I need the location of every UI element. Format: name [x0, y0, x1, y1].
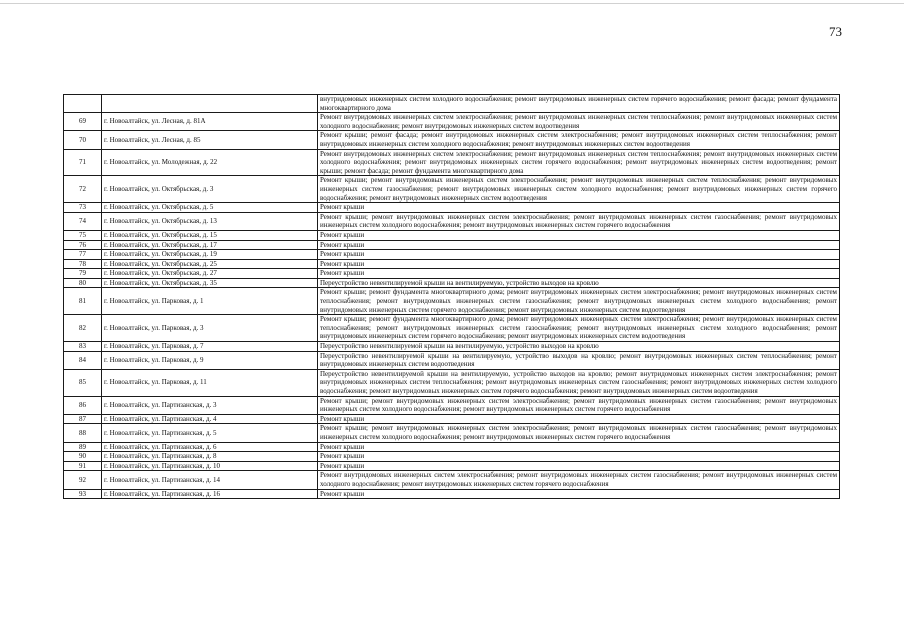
works-cell: Ремонт внутридомовых инженерных систем электроснабжения; ремонт внутридомовых инженерных систем газоснабжения; ремонт внутридомовых инженерных систем холодного водоснабжения; ремонт внутридомовых инженерных систем горячего водоснабжения	[318, 471, 840, 489]
row-number-cell: 75	[64, 230, 102, 240]
works-table-body	[64, 95, 840, 499]
row-number-cell: 92	[64, 471, 102, 489]
scan-top-edge	[0, 3, 904, 4]
address-cell: г. Новоалтайск, ул. Октябрьская, д. 3	[102, 176, 318, 203]
table-row	[64, 269, 840, 279]
table-row	[64, 176, 840, 203]
works-cell: Ремонт крыши; ремонт фасада; ремонт внутридомовых инженерных систем электроснабжения; ремонт внутридомовых инженерных систем теплоснабжения; ремонт внутридомовых инженерных систем холодного водоснабжения; ремонт внутридомовых инженерных систем водоотведения	[318, 131, 840, 149]
table-row	[64, 442, 840, 452]
works-cell: Ремонт крыши	[318, 259, 840, 269]
table-row	[64, 342, 840, 352]
works-cell: Ремонт крыши; ремонт фундамента многоквартирного дома; ремонт внутридомовых инженерных систем электроснабжения; ремонт внутридомовых инженерных систем теплоснабжения; ремонт внутридомовых инженерных систем газоснабжения; ремонт внутридомовых инженерных систем холодного водоснабжения; ремонт внутридомовых инженерных систем горячего водоснабжения; ремонт внутридомовых инженерных систем водоотведения	[318, 315, 840, 342]
address-cell: г. Новоалтайск, ул. Октябрьская, д. 25	[102, 259, 318, 269]
page-number: 73	[829, 24, 842, 39]
works-cell: Ремонт крыши	[318, 461, 840, 471]
row-number-cell: 89	[64, 442, 102, 452]
table-row	[64, 424, 840, 442]
row-number-cell: 88	[64, 424, 102, 442]
table-row	[64, 250, 840, 260]
row-number-cell: 87	[64, 414, 102, 424]
address-cell: г. Новоалтайск, ул. Лесная, д. 85	[102, 131, 318, 149]
address-cell: г. Новоалтайск, ул. Партизанская, д. 16	[102, 489, 318, 499]
address-cell: г. Новоалтайск, ул. Партизанская, д. 10	[102, 461, 318, 471]
table-row	[64, 230, 840, 240]
address-cell: г. Новоалтайск, ул. Партизанская, д. 3	[102, 396, 318, 414]
row-number-cell: 69	[64, 113, 102, 131]
address-cell: г. Новоалтайск, ул. Парковая, д. 7	[102, 342, 318, 352]
row-number-cell: 74	[64, 212, 102, 230]
table-row	[64, 315, 840, 342]
works-cell: внутридомовых инженерных систем холодного водоснабжения; ремонт внутридомовых инженерных систем горячего водоснабжения; ремонт фасада; ремонт фундамента многоквартирного дома	[318, 95, 840, 113]
works-cell: Ремонт внутридомовых инженерных систем электроснабжения; ремонт внутридомовых инженерных систем теплоснабжения; ремонт внутридомовых инженерных систем холодного водоснабжения; ремонт внутридомовых инженерных систем горячего водоснабжения; ремонт внутридомовых инженерных систем водоотведения; ремонт крыши; ремонт фасада; ремонт фундамента многоквартирного дома	[318, 149, 840, 176]
row-number-cell: 70	[64, 131, 102, 149]
row-number-cell: 73	[64, 203, 102, 213]
works-cell: Ремонт крыши	[318, 250, 840, 260]
table-row	[64, 351, 840, 369]
row-number-cell: 72	[64, 176, 102, 203]
works-cell: Ремонт крыши; ремонт фундамента многоквартирного дома; ремонт внутридомовых инженерных систем электроснабжения; ремонт внутридомовых инженерных систем теплоснабжения; ремонт внутридомовых инженерных систем газоснабжения; ремонт внутридомовых инженерных систем холодного водоснабжения; ремонт внутридомовых инженерных систем горячего водоснабжения; ремонт внутридомовых инженерных систем водоотведения	[318, 288, 840, 315]
works-table	[63, 94, 840, 499]
row-number-cell: 71	[64, 149, 102, 176]
table-row	[64, 489, 840, 499]
row-number-cell: 93	[64, 489, 102, 499]
address-cell	[102, 95, 318, 113]
works-cell: Ремонт крыши	[318, 269, 840, 279]
row-number-cell: 78	[64, 259, 102, 269]
address-cell: г. Новоалтайск, ул. Октябрьская, д. 5	[102, 203, 318, 213]
address-cell: г. Новоалтайск, ул. Октябрьская, д. 13	[102, 212, 318, 230]
address-cell: г. Новоалтайск, ул. Октябрьская, д. 15	[102, 230, 318, 240]
table-row	[64, 259, 840, 269]
works-cell: Ремонт крыши; ремонт внутридомовых инженерных систем электроснабжения; ремонт внутридомовых инженерных систем газоснабжения; ремонт внутридомовых инженерных систем холодного водоснабжения; ремонт внутридомовых инженерных систем горячего водоснабжения	[318, 424, 840, 442]
table-row	[64, 149, 840, 176]
row-number-cell: 86	[64, 396, 102, 414]
works-cell: Ремонт крыши	[318, 230, 840, 240]
row-number-cell: 76	[64, 240, 102, 250]
address-cell: г. Новоалтайск, ул. Октябрьская, д. 17	[102, 240, 318, 250]
works-cell: Переустройство невентилируемой крыши на вентилируемую, устройство выходов на кровлю	[318, 342, 840, 352]
works-cell: Ремонт крыши; ремонт внутридомовых инженерных систем электроснабжения; ремонт внутридомовых инженерных систем газоснабжения; ремонт внутридомовых инженерных систем холодного водоснабжения; ремонт внутридомовых инженерных систем горячего водоснабжения	[318, 212, 840, 230]
table-row	[64, 288, 840, 315]
row-number-cell: 81	[64, 288, 102, 315]
table-row	[64, 396, 840, 414]
table-row	[64, 278, 840, 288]
address-cell: г. Новоалтайск, ул. Молодежная, д. 22	[102, 149, 318, 176]
address-cell: г. Новоалтайск, ул. Партизанская, д. 8	[102, 452, 318, 462]
works-cell: Переустройство невентилируемой крыши на вентилируемую, устройство выходов на кровлю; ремонт внутридомовых инженерных систем электроснабжения; ремонт внутридомовых инженерных систем теплоснабжения; ремонт внутридомовых инженерных систем газоснабжения; ремонт внутридомовых инженерных систем холодного водоснабжения; ремонт внутридомовых инженерных систем горячего водоснабжения; ремонт внутридомовых инженерных систем водоотведения	[318, 369, 840, 396]
row-number-cell: 85	[64, 369, 102, 396]
works-cell: Ремонт крыши	[318, 452, 840, 462]
works-cell: Ремонт крыши	[318, 489, 840, 499]
works-cell: Ремонт крыши	[318, 240, 840, 250]
row-number-cell: 77	[64, 250, 102, 260]
works-cell: Ремонт крыши	[318, 203, 840, 213]
works-cell: Ремонт крыши	[318, 442, 840, 452]
table-row	[64, 203, 840, 213]
works-cell: Переустройство невентилируемой крыши на вентилируемую, устройство выходов на кровлю; ремонт внутридомовых инженерных систем теплоснабжения; ремонт внутридомовых инженерных систем водоотведения	[318, 351, 840, 369]
address-cell: г. Новоалтайск, ул. Парковая, д. 9	[102, 351, 318, 369]
table-row	[64, 113, 840, 131]
works-cell: Переустройство невентилируемой крыши на вентилируемую, устройство выходов на кровлю	[318, 278, 840, 288]
address-cell: г. Новоалтайск, ул. Октябрьская, д. 19	[102, 250, 318, 260]
address-cell: г. Новоалтайск, ул. Партизанская, д. 4	[102, 414, 318, 424]
address-cell: г. Новоалтайск, ул. Партизанская, д. 6	[102, 442, 318, 452]
table-row	[64, 131, 840, 149]
table-row	[64, 212, 840, 230]
address-cell: г. Новоалтайск, ул. Лесная, д. 81А	[102, 113, 318, 131]
works-cell: Ремонт внутридомовых инженерных систем электроснабжения; ремонт внутридомовых инженерных систем теплоснабжения; ремонт внутридомовых инженерных систем холодного водоснабжения; ремонт внутридомовых инженерных систем водоотведения	[318, 113, 840, 131]
row-number-cell: 82	[64, 315, 102, 342]
table-row	[64, 414, 840, 424]
address-cell: г. Новоалтайск, ул. Парковая, д. 11	[102, 369, 318, 396]
address-cell: г. Новоалтайск, ул. Партизанская, д. 14	[102, 471, 318, 489]
works-cell: Ремонт крыши; ремонт внутридомовых инженерных систем электроснабжения; ремонт внутридомовых инженерных систем теплоснабжения; ремонт внутридомовых инженерных систем газоснабжения; ремонт внутридомовых инженерных систем холодного водоснабжения; ремонт внутридомовых инженерных систем горячего водоснабжения; ремонт внутридомовых инженерных систем водоотведения	[318, 176, 840, 203]
address-cell: г. Новоалтайск, ул. Партизанская, д. 5	[102, 424, 318, 442]
works-cell: Ремонт крыши; ремонт внутридомовых инженерных систем электроснабжения; ремонт внутридомовых инженерных систем газоснабжения; ремонт внутридомовых инженерных систем холодного водоснабжения; ремонт внутридомовых инженерных систем горячего водоснабжения	[318, 396, 840, 414]
row-number-cell: 91	[64, 461, 102, 471]
address-cell: г. Новоалтайск, ул. Октябрьская, д. 35	[102, 278, 318, 288]
row-number-cell: 84	[64, 351, 102, 369]
row-number-cell: 80	[64, 278, 102, 288]
row-number-cell: 83	[64, 342, 102, 352]
address-cell: г. Новоалтайск, ул. Октябрьская, д. 27	[102, 269, 318, 279]
row-number-cell: 90	[64, 452, 102, 462]
table-row	[64, 95, 840, 113]
table-row	[64, 240, 840, 250]
address-cell: г. Новоалтайск, ул. Парковая, д. 1	[102, 288, 318, 315]
table-row	[64, 461, 840, 471]
table-row	[64, 452, 840, 462]
row-number-cell: 79	[64, 269, 102, 279]
row-number-cell	[64, 95, 102, 113]
address-cell: г. Новоалтайск, ул. Парковая, д. 3	[102, 315, 318, 342]
table-row	[64, 369, 840, 396]
table-row	[64, 471, 840, 489]
works-cell: Ремонт крыши	[318, 414, 840, 424]
